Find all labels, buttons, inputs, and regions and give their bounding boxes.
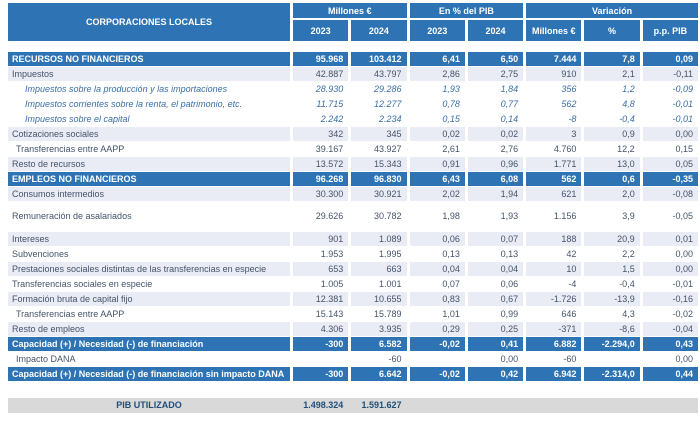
- cell-pib-2023: 1,93: [407, 82, 465, 97]
- cell-millones-2024: 30.782: [348, 202, 406, 232]
- header-gap: [8, 41, 698, 52]
- subheader-pib-2024: 2024: [465, 20, 523, 41]
- table-row: [8, 157, 698, 172]
- cell-pib-2023: 0,04: [407, 262, 465, 277]
- cell-pib-2024: 6,50: [465, 52, 523, 67]
- table-body: [8, 52, 698, 382]
- cell-var-pct: 0,9: [581, 127, 639, 142]
- row-label: EMPLEOS NO FINANCIEROS: [8, 172, 290, 187]
- cell-pib-2023: 0,07: [407, 277, 465, 292]
- cell-millones-2023: 342: [290, 127, 348, 142]
- table-row: [8, 97, 698, 112]
- cell-pib-2024: 0,00: [465, 352, 523, 367]
- cell-var-millones: 42: [523, 247, 581, 262]
- cell-pib-2024: 0,02: [465, 127, 523, 142]
- cell-var-pp: -0,01: [640, 112, 698, 127]
- row-label: Prestaciones sociales distintas de las transferencias en especie: [8, 262, 290, 277]
- cell-var-millones: 562: [523, 172, 581, 187]
- cell-pib-2023: 1,01: [407, 307, 465, 322]
- cell-pib-2024: 0,25: [465, 322, 523, 337]
- cell-var-pct: 2,2: [581, 247, 639, 262]
- row-label: Resto de empleos: [8, 322, 290, 337]
- table-row: [8, 52, 698, 67]
- cell-pib-2023: 0,06: [407, 232, 465, 247]
- cell-pib-2023: 0,29: [407, 322, 465, 337]
- cell-pib-2024: 0,42: [465, 367, 523, 382]
- cell-var-millones: 1.156: [523, 202, 581, 232]
- cell-pib-2023: -0,02: [407, 367, 465, 382]
- cell-var-pct: -2.294,0: [581, 337, 639, 352]
- cell-millones-2023: 42.887: [290, 67, 348, 82]
- cell-var-pp: 0,09: [640, 52, 698, 67]
- cell-pib-2024: 0,14: [465, 112, 523, 127]
- cell-pib-2024: 0,04: [465, 262, 523, 277]
- cell-var-pct: -8,6: [581, 322, 639, 337]
- cell-var-pp: 0,00: [640, 352, 698, 367]
- cell-pib-2023: [407, 352, 465, 367]
- cell-pib-2023: 6,43: [407, 172, 465, 187]
- cell-millones-2024: 29.286: [348, 82, 406, 97]
- row-label: Remuneración de asalariados: [8, 202, 290, 232]
- cell-var-millones: -371: [523, 322, 581, 337]
- table-row: [8, 352, 698, 367]
- cell-var-millones: 1.771: [523, 157, 581, 172]
- cell-millones-2024: 15.789: [348, 307, 406, 322]
- cell-var-millones: -1.726: [523, 292, 581, 307]
- group-header-pib: En % del PIB: [407, 3, 524, 20]
- cell-var-millones: -60: [523, 352, 581, 367]
- table-row: [8, 172, 698, 187]
- cell-millones-2023: 95.968: [290, 52, 348, 67]
- cell-var-pp: -0,01: [640, 97, 698, 112]
- cell-var-pp: -0,35: [640, 172, 698, 187]
- row-label: Impacto DANA: [8, 352, 290, 367]
- cell-var-pp: -0,09: [640, 82, 698, 97]
- cell-pib-2023: 1.498.324: [303, 400, 344, 410]
- row-label: Impuestos sobre el capital: [8, 112, 290, 127]
- cell-millones-2023: 29.626: [290, 202, 348, 232]
- cell-var-millones: 10: [523, 262, 581, 277]
- cell-var-pct: -2.314,0: [581, 367, 639, 382]
- cell-millones-2023: 15.143: [290, 307, 348, 322]
- cell-millones-2023: 28.930: [290, 82, 348, 97]
- cell-var-pct: 4,8: [581, 97, 639, 112]
- cell-millones-2024: 3.935: [348, 322, 406, 337]
- cell-var-pp: -0,02: [640, 307, 698, 322]
- cell-var-pct: 4,3: [581, 307, 639, 322]
- table-row: [8, 67, 698, 82]
- cell-var-pct: 1,2: [581, 82, 639, 97]
- group-header-variacion: Variación: [523, 3, 698, 20]
- cell-millones-2023: 4.306: [290, 322, 348, 337]
- cell-millones-2024: 1.089: [348, 232, 406, 247]
- cell-millones-2024: 1.995: [348, 247, 406, 262]
- cell-var-pct: 12,2: [581, 142, 639, 157]
- row-label: Transferencias sociales en especie: [8, 277, 290, 292]
- cell-var-pp: -0,11: [640, 67, 698, 82]
- row-label: Resto de recursos: [8, 157, 290, 172]
- table-row: [8, 202, 698, 232]
- cell-var-pct: -0,4: [581, 112, 639, 127]
- cell-var-pct: 7,8: [581, 52, 639, 67]
- cell-var-millones: 4.760: [523, 142, 581, 157]
- cell-millones-2023: 2.242: [290, 112, 348, 127]
- pib-label: PIB UTILIZADO: [116, 400, 182, 410]
- cell-var-pct: 13,0: [581, 157, 639, 172]
- cell-var-pp: 0,00: [640, 247, 698, 262]
- cell-var-pp: 0,01: [640, 232, 698, 247]
- cell-var-pct: 2,1: [581, 67, 639, 82]
- cell-millones-2024: 6.642: [348, 367, 406, 382]
- cell-var-millones: 6.882: [523, 337, 581, 352]
- cell-millones-2023: 11.715: [290, 97, 348, 112]
- cell-millones-2023: 30.300: [290, 187, 348, 202]
- cell-pib-2024: 1,93: [465, 202, 523, 232]
- cell-millones-2023: 96.268: [290, 172, 348, 187]
- table-row: [8, 337, 698, 352]
- subheader-var-pct: %: [581, 20, 639, 41]
- table-header: [8, 3, 698, 41]
- cell-var-pct: 2,0: [581, 187, 639, 202]
- cell-var-millones: 646: [523, 307, 581, 322]
- cell-millones-2023: 901: [290, 232, 348, 247]
- cell-pib-2024: 2,75: [465, 67, 523, 82]
- pib-empty-cell: [523, 398, 581, 413]
- cell-var-millones: 188: [523, 232, 581, 247]
- cell-var-pp: 0,00: [640, 127, 698, 142]
- cell-millones-2023: -300: [290, 367, 348, 382]
- subheader-millones-2024: 2024: [348, 20, 406, 41]
- cell-pib-2023: 0,83: [407, 292, 465, 307]
- cell-pib-2024: 1.591.627: [361, 400, 402, 410]
- table-row: [8, 142, 698, 157]
- cell-pib-2024: 1,94: [465, 187, 523, 202]
- cell-millones-2023: 39.167: [290, 142, 348, 157]
- cell-millones-2024: 1.001: [348, 277, 406, 292]
- cell-millones-2024: 663: [348, 262, 406, 277]
- table-row: [8, 232, 698, 247]
- table-row: [8, 322, 698, 337]
- cell-millones-2023: 12.381: [290, 292, 348, 307]
- cell-var-millones: 562: [523, 97, 581, 112]
- cell-var-pp: 0,05: [640, 157, 698, 172]
- cell-var-millones: 910: [523, 67, 581, 82]
- cell-pib-2024: 1,84: [465, 82, 523, 97]
- cell-var-millones: 3: [523, 127, 581, 142]
- cell-pib-2023: 2,61: [407, 142, 465, 157]
- row-label: Capacidad (+) / Necesidad (-) de financiación: [8, 337, 290, 352]
- table-row: [8, 247, 698, 262]
- cell-millones-2024: 43.927: [348, 142, 406, 157]
- cell-pib-2023: 0,91: [407, 157, 465, 172]
- row-label: Consumos intermedios: [8, 187, 290, 202]
- table-row: [8, 367, 698, 382]
- pib-empty-cell: [640, 398, 698, 413]
- cell-pib-2023: 0,78: [407, 97, 465, 112]
- cell-millones-2024: 96.830: [348, 172, 406, 187]
- cell-millones-2024: 43.797: [348, 67, 406, 82]
- cell-var-pp: 0,00: [640, 262, 698, 277]
- row-label: RECURSOS NO FINANCIEROS: [8, 52, 290, 67]
- cell-var-pp: 0,15: [640, 142, 698, 157]
- table-row: [8, 262, 698, 277]
- row-label: Formación bruta de capital fijo: [8, 292, 290, 307]
- cell-var-pct: -0,4: [581, 277, 639, 292]
- cell-var-millones: 6.942: [523, 367, 581, 382]
- subheader-var-millones: Millones €: [523, 20, 581, 41]
- cell-var-pct: [581, 352, 639, 367]
- cell-var-pp: 0,43: [640, 337, 698, 352]
- fiscal-table: [8, 3, 698, 413]
- cell-pib-2024: 0,77: [465, 97, 523, 112]
- subheader-pib-2023: 2023: [407, 20, 465, 41]
- table-row: [8, 277, 698, 292]
- cell-var-pct: 0,6: [581, 172, 639, 187]
- cell-millones-2023: -300: [290, 337, 348, 352]
- cell-var-pp: -0,08: [640, 187, 698, 202]
- cell-var-millones: -4: [523, 277, 581, 292]
- cell-pib-2024: 0,06: [465, 277, 523, 292]
- cell-pib-2023: 0,13: [407, 247, 465, 262]
- cell-var-millones: 7.444: [523, 52, 581, 67]
- group-header-millones: Millones €: [290, 3, 407, 20]
- cell-pib-2024: 0,07: [465, 232, 523, 247]
- cell-millones-2024: 345: [348, 127, 406, 142]
- row-label: Subvenciones: [8, 247, 290, 262]
- cell-millones-2023: [290, 352, 348, 367]
- cell-pib-2024: 0,67: [465, 292, 523, 307]
- row-label: Cotizaciones sociales: [8, 127, 290, 142]
- cell-var-pp: -0,01: [640, 277, 698, 292]
- row-label: Impuestos corrientes sobre la renta, el patrimonio, etc.: [8, 97, 290, 112]
- cell-pib-2023: 0,15: [407, 112, 465, 127]
- table-row: [8, 187, 698, 202]
- cell-pib-2023: 1,98: [407, 202, 465, 232]
- cell-var-pct: 1,5: [581, 262, 639, 277]
- cell-pib-2024: 6,08: [465, 172, 523, 187]
- cell-pib-2023: 6,41: [407, 52, 465, 67]
- table-row: [8, 307, 698, 322]
- row-label: Transferencias entre AAPP: [8, 307, 290, 322]
- row-label: Intereses: [8, 232, 290, 247]
- corner-header: CORPORACIONES LOCALES: [8, 3, 290, 41]
- cell-var-millones: -8: [523, 112, 581, 127]
- cell-var-pct: -13,9: [581, 292, 639, 307]
- row-label: Transferencias entre AAPP: [8, 142, 290, 157]
- cell-millones-2023: 1.005: [290, 277, 348, 292]
- cell-millones-2024: 30.921: [348, 187, 406, 202]
- cell-pib-2024: 2,76: [465, 142, 523, 157]
- cell-pib-2024: 0,99: [465, 307, 523, 322]
- cell-var-pp: -0,05: [640, 202, 698, 232]
- cell-pib-2024: 0,41: [465, 337, 523, 352]
- subheader-millones-2023: 2023: [290, 20, 348, 41]
- table-row: [8, 127, 698, 142]
- cell-millones-2023: 653: [290, 262, 348, 277]
- cell-pib-2023: 2,86: [407, 67, 465, 82]
- row-label: Impuestos sobre la producción y las importaciones: [8, 82, 290, 97]
- cell-pib-2023: 0,02: [407, 127, 465, 142]
- subheader-var-pp: p.p. PIB: [640, 20, 698, 41]
- row-label: Capacidad (+) / Necesidad (-) de financiación sin impacto DANA: [8, 367, 290, 382]
- cell-millones-2024: 10.655: [348, 292, 406, 307]
- table-row: [8, 292, 698, 307]
- table-row: [8, 82, 698, 97]
- cell-millones-2024: -60: [348, 352, 406, 367]
- cell-pib-2023: 2,02: [407, 187, 465, 202]
- cell-millones-2024: 6.582: [348, 337, 406, 352]
- pib-empty-cell: [581, 398, 639, 413]
- cell-pib-2024: 0,13: [465, 247, 523, 262]
- cell-var-millones: 356: [523, 82, 581, 97]
- row-label: Impuestos: [8, 67, 290, 82]
- cell-var-pp: -0,16: [640, 292, 698, 307]
- cell-var-pct: 3,9: [581, 202, 639, 232]
- cell-var-millones: 621: [523, 187, 581, 202]
- cell-pib-2024: 0,96: [465, 157, 523, 172]
- cell-millones-2024: 15.343: [348, 157, 406, 172]
- cell-millones-2024: 103.412: [348, 52, 406, 67]
- cell-var-pct: 20,9: [581, 232, 639, 247]
- table-row: [8, 112, 698, 127]
- cell-var-pp: -0,04: [640, 322, 698, 337]
- cell-var-pp: 0,44: [640, 367, 698, 382]
- pib-empty-cell: [407, 398, 465, 413]
- cell-millones-2023: 13.572: [290, 157, 348, 172]
- cell-millones-2024: 2.234: [348, 112, 406, 127]
- pib-utilizado-row: [8, 398, 698, 413]
- pib-empty-cell: [465, 398, 523, 413]
- cell-pib-2023: -0,02: [407, 337, 465, 352]
- cell-millones-2024: 12.277: [348, 97, 406, 112]
- cell-millones-2023: 1.953: [290, 247, 348, 262]
